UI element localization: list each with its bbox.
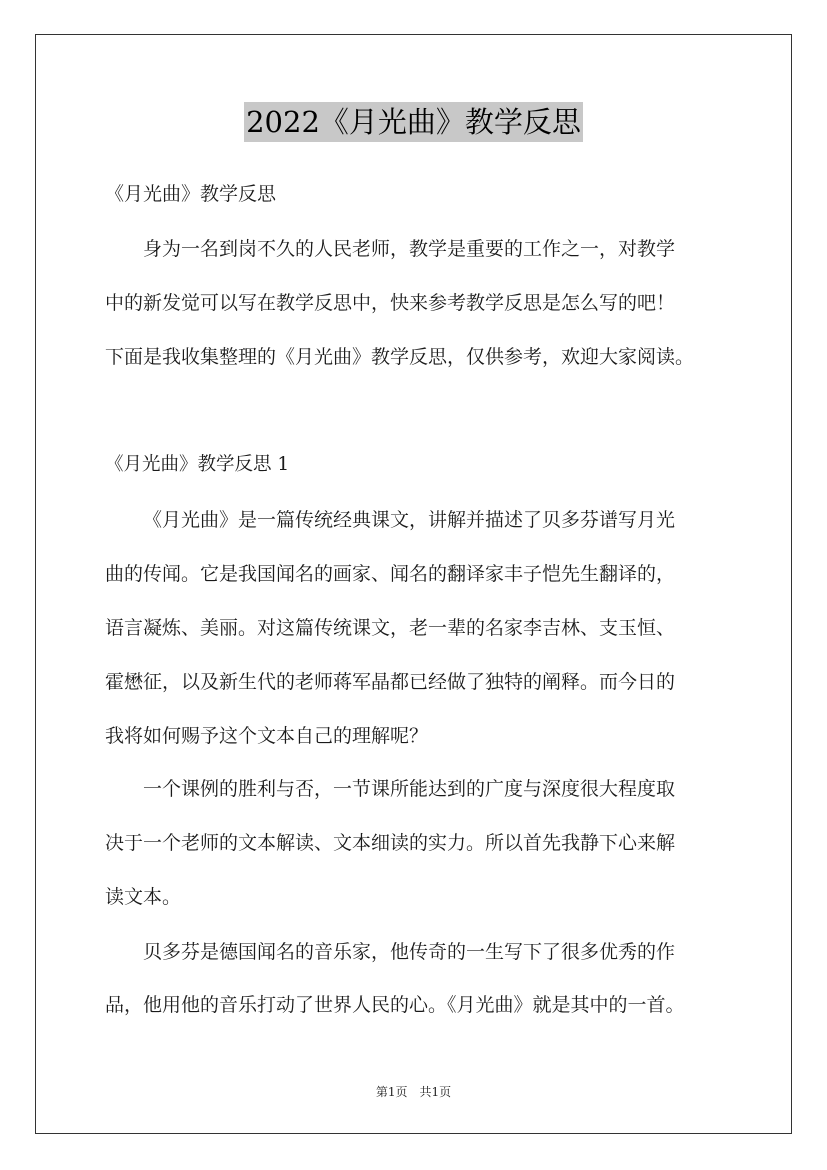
intro-line-1: 身为一名到岗不久的人民老师，教学是重要的工作之一，对教学 <box>143 238 676 260</box>
para2-line-2: 决于一个老师的文本解读、文本细读的实力。所以首先我静下心来解 <box>105 832 676 854</box>
para1-line-1: 《月光曲》是一篇传统经典课文，讲解并描述了贝多芬谱写月光 <box>143 509 676 531</box>
intro-line-2: 中的新发觉可以写在教学反思中，快来参考教学反思是怎么写的吧！ <box>105 292 676 314</box>
para3-line-2: 品，他用他的音乐打动了世界人民的心。《月光曲》就是其中的一首。 <box>105 994 685 1016</box>
para1-line-5: 我将如何赐予这个文本自己的理解呢？ <box>105 725 429 747</box>
section-heading: 《月光曲》教学反思 1 <box>105 454 290 475</box>
para1-line-4: 霍懋征，以及新生代的老师蒋军晶都已经做了独特的阐释。而今日的 <box>105 671 676 693</box>
para1-line-3: 语言凝炼、美丽。对这篇传统课文，老一辈的名家李吉林、支玉恒、 <box>105 617 676 639</box>
para2-line-1: 一个课例的胜利与否，一节课所能达到的广度与深度很大程度取 <box>143 778 676 800</box>
intro-line-3: 下面是我收集整理的《月光曲》教学反思，仅供参考，欢迎大家阅读。 <box>105 346 695 368</box>
para3-line-1: 贝多芬是德国闻名的音乐家，他传奇的一生写下了很多优秀的作 <box>143 941 676 963</box>
document-title: 2022《月光曲》教学反思 <box>244 102 583 142</box>
page-number-footer: 第1页 共1页 <box>375 1085 452 1099</box>
para1-line-2: 曲的传闻。它是我国闻名的画家、闻名的翻译家丰子恺先生翻译的， <box>105 563 676 585</box>
document-heading: 《月光曲》教学反思 <box>105 183 277 205</box>
para2-line-3: 读文本。 <box>105 886 182 908</box>
title-container <box>0 102 827 142</box>
